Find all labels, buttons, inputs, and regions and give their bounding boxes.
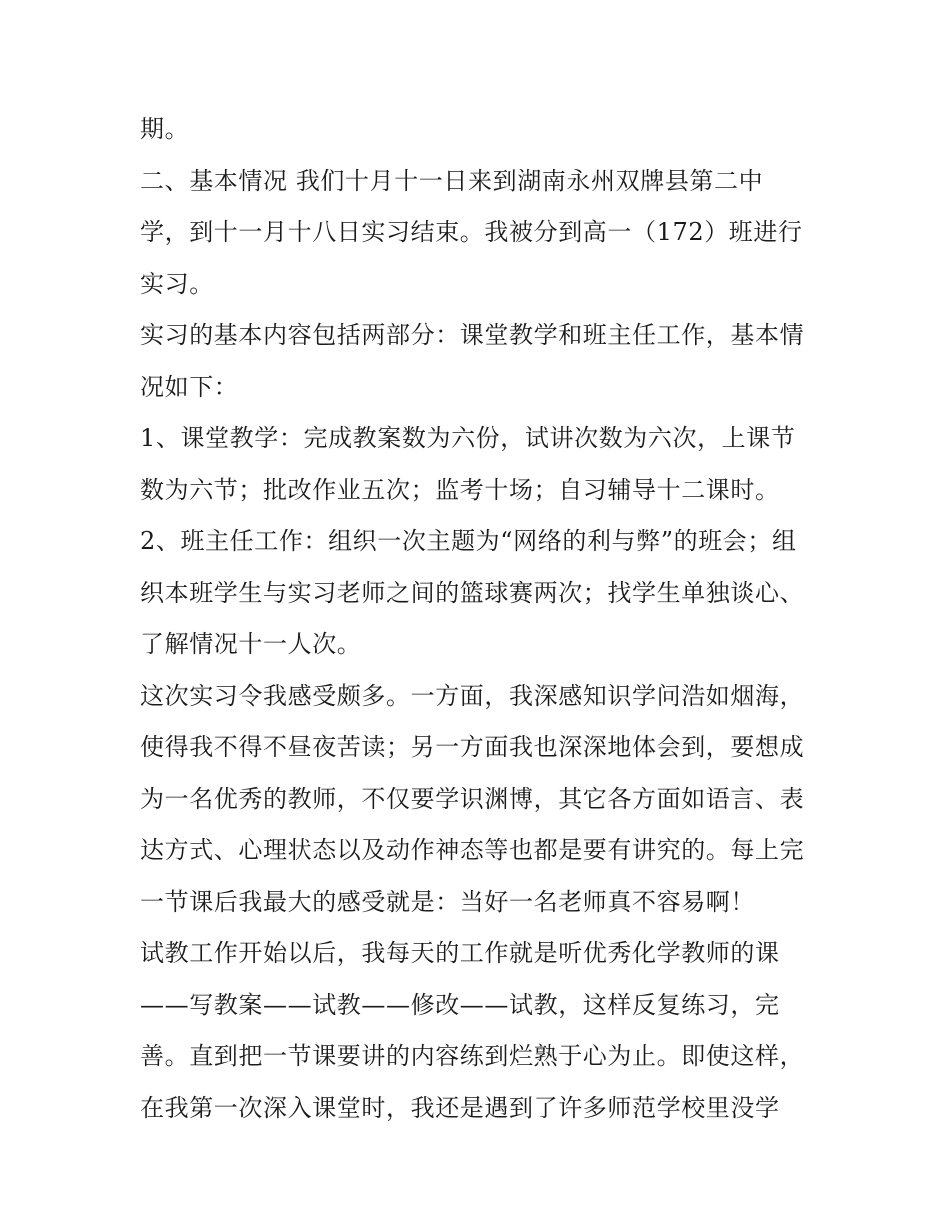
text-line: 达方式、心理状态以及动作神态等也都是要有讲究的。每上完 <box>140 836 805 864</box>
text-line: 善。直到把一节课要讲的内容练到烂熟于心为止。即使这样， <box>140 1042 805 1070</box>
text-line: 试教工作开始以后，我每天的工作就是听优秀化学教师的课 <box>140 939 780 967</box>
text-line: 实习的基本内容包括两部分：课堂教学和班主任工作，基本情 <box>140 321 805 349</box>
text-line: ——写教案——试教——修改——试教，这样反复练习，完 <box>140 990 780 1019</box>
text-line: 实习。 <box>140 269 214 298</box>
text-line: 2、班主任工作：组织一次主题为“网络的利与弊”的班会；组 <box>140 527 797 555</box>
text-line: 使得我不得不昼夜苦读；另一方面我也深深地体会到，要想成 <box>140 733 805 761</box>
text-line: 期。 <box>140 115 190 143</box>
text-line: 1、课堂教学：完成教案数为六份，试讲次数为六次，上课节 <box>140 424 796 452</box>
text-line: 二、基本情况 我们十月十一日来到湖南永州双牌县第二中 <box>140 166 764 195</box>
text-line: 学，到十一月十八日实习结束。我被分到高一（172）班进行 <box>140 218 803 246</box>
document-body <box>140 104 820 1134</box>
text-line: 一节课后我最大的感受就是：当好一名老师真不容易啊！ <box>140 887 755 916</box>
text-line: 数为六节；批改作业五次；监考十场；自习辅导十二课时。 <box>140 475 780 504</box>
text-line: 织本班学生与实习老师之间的篮球赛两次；找学生单独谈心、 <box>140 578 805 607</box>
text-line: 为一名优秀的教师，不仅要学识渊博，其它各方面如语言、表 <box>140 784 805 813</box>
text-line: 了解情况十一人次。 <box>140 630 362 658</box>
text-line: 况如下： <box>140 372 239 401</box>
text-line: 这次实习令我感受颇多。一方面，我深感知识学问浩如烟海， <box>140 681 805 710</box>
text-line: 在我第一次深入课堂时，我还是遇到了许多师范学校里没学 <box>140 1093 780 1122</box>
